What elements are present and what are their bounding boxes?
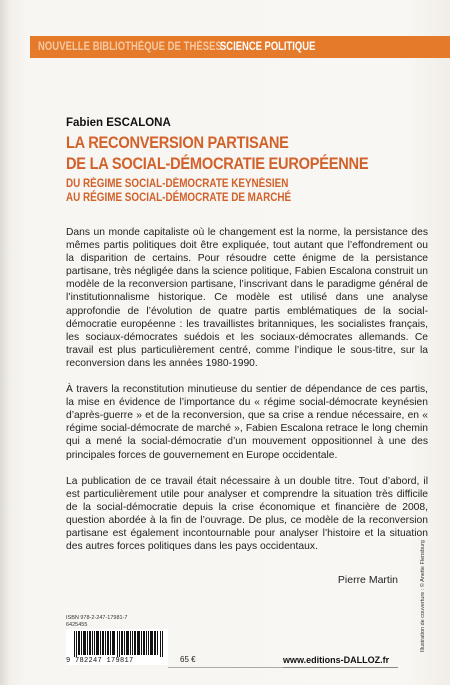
price: 65 € <box>180 655 196 664</box>
isbn: ISBN 978-2-247-17981-7 <box>66 615 128 621</box>
barcode <box>66 629 168 665</box>
barcode-bars <box>74 631 166 657</box>
book-subtitle-line-2: AU RÉGIME SOCIAL-DÉMOCRATE DE MARCHÉ <box>66 192 292 204</box>
series-banner <box>30 36 450 58</box>
publisher-website: www.editions-DALLOZ.fr <box>283 655 390 665</box>
cover-illustration-credit: Illustration de couverture : © Anette Flensburg <box>420 540 426 652</box>
series-name: NOUVELLE BIBLIOTHÈQUE DE THÈSES <box>38 41 222 53</box>
bottom-rule <box>283 667 398 668</box>
barcode-digits: 9 782247 179817 <box>66 657 134 665</box>
book-title-line-2: DE LA SOCIAL-DÉMOCRATIE EUROPÉENNE <box>66 154 369 173</box>
spine-shadow <box>0 0 10 685</box>
book-subtitle-line-1: DU RÉGIME SOCIAL-DÉMOCRATE KEYNÉSIEN <box>66 178 289 190</box>
series-discipline: SCIENCE POLITIQUE <box>220 41 316 53</box>
book-subtitle <box>66 177 350 205</box>
blurb-paragraph-3: La publication de ce travail était nécessaire à un double titre. Tout d’abord, il est particulièrement utile pour analyser et comprendre la situation très difficile de la social-démocratie depuis la crise économique et financière de 2008, question abordée à la fin de l’ouvrage. De plus, ce modèle de la reconversion partisane est également incontournable pour analyser l’histoire et la situation des autres forces politiques dans les pays occidentaux. <box>66 475 428 553</box>
isbn-block <box>66 615 176 629</box>
publisher-reference: 6425455 <box>66 622 88 628</box>
book-title <box>66 132 369 174</box>
blurb-signature: Pierre Martin <box>337 574 398 586</box>
author-name: Fabien ESCALONA <box>66 117 171 129</box>
blurb-paragraph-2: À travers la reconstitution minutieuse du sentier de dépendance de ces partis, la mise en évidence de l’importance du « régime social-démocrate keynésien d’après-guerre » et de la reconversion, que sa crise a rendue nécessaire, en « régime social-démocrate de marché », Fabien Escalona retrace le long chemin qui a mené la social-démocratie d’un mouvement oppositionnel à une des principales forces de gouvernement en Europe occidentale. <box>66 384 428 461</box>
book-title-line-1: LA RECONVERSION PARTISANE <box>66 133 289 152</box>
blurb <box>66 226 428 553</box>
bottom-rule-left <box>168 667 283 668</box>
blurb-paragraph-1: Dans un monde capitaliste où le changement est la norme, la persistance des mêmes partis politiques doit être expliquée, tout autant que l’effondrement ou la disparition de certains. Pour résoudre cette énigme de la persistance partisane, très négligée dans la science politique, Fabien Escalona construit un modèle de la reconversion partisane, l’inscrivant dans le paradigme général de l’institutionnalisme historique. Ce modèle est utilisé dans une analyse approfondie de l’évolution de quatre partis emblématiques de la social-démocratie européenne : les travaillistes britanniques, les socialistes français, les sociaux-démocrates suédois et les sociaux-démocrates allemands. Ce travail est plus particulièrement centré, comme l’indique le sous-titre, sur la reconversion dans les années 1980-1990. <box>66 227 428 369</box>
